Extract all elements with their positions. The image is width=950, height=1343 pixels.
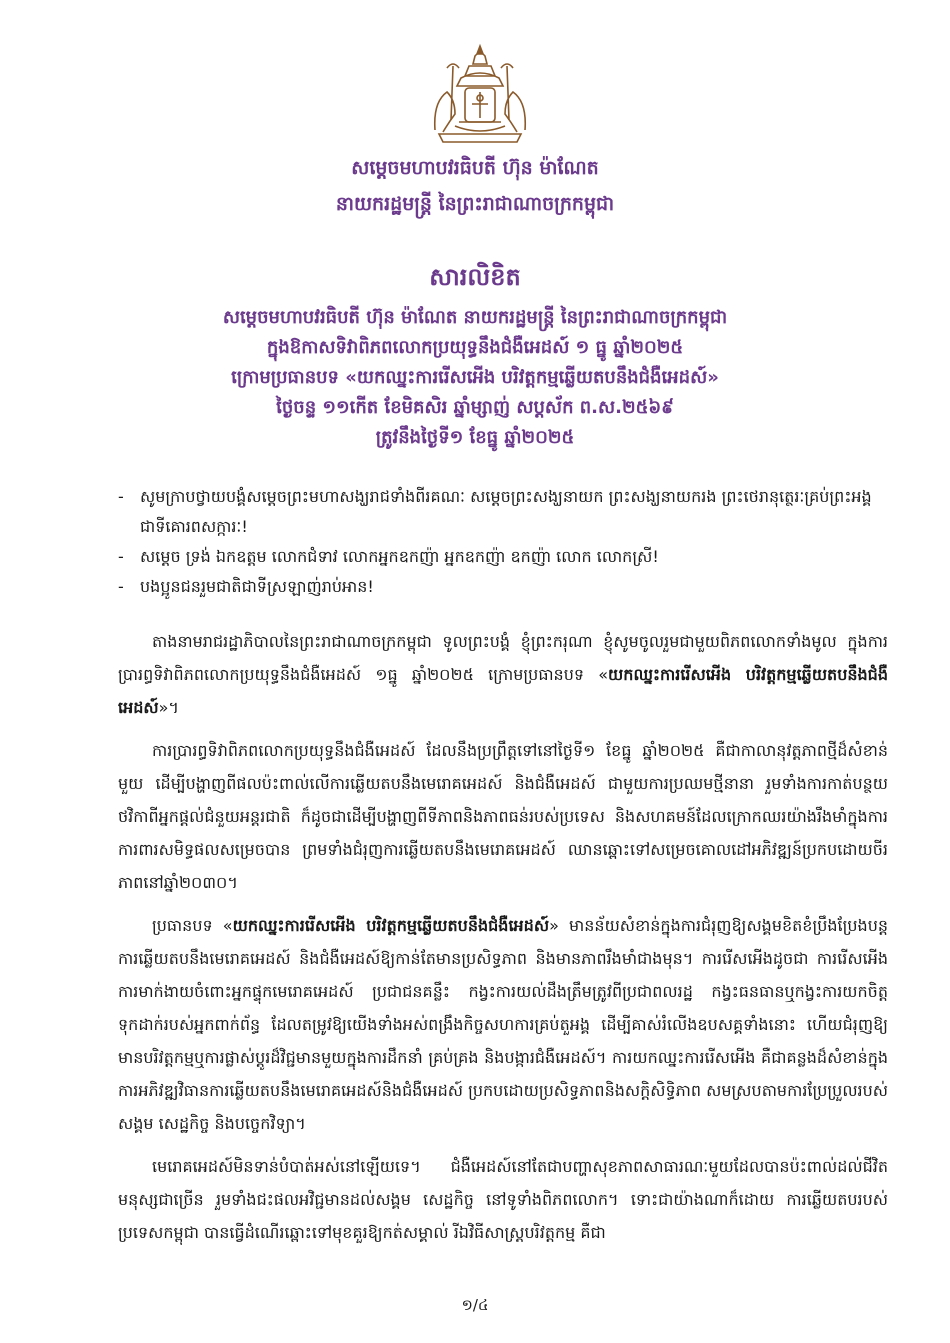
theme-bold: យកឈ្នះការរើសអើង បរិវត្តកម្មឆ្លើយតបនឹងជំងឺអេដស៍ — [232, 916, 550, 935]
title-line-2: ក្នុងឱកាសទិវាពិភពលោកប្រយុទ្ធនឹងជំងឺអេដស៍ ១ ធ្នូ ឆ្នាំ២០២៥ — [266, 337, 684, 358]
theme-bold: យកឈ្នះការរើសអើង បរិវត្តកម្មឆ្លើយតបនឹងជំងឺអេដស៍ — [118, 665, 888, 717]
page-number: ១/៤ — [461, 1296, 489, 1314]
royal-coat-of-arms-emblem — [425, 42, 535, 150]
title-line-3: ក្រោមប្រធានបទ «យកឈ្នះការរើសអើង បរិវត្តកម្មឆ្លើយតបនឹងជំងឺអេដស៍» — [231, 367, 719, 388]
salutation-item: - បងប្អូនជនរួមជាតិជាទីស្រឡាញ់រាប់អាន! — [118, 572, 888, 602]
title-line-5: ត្រូវនឹងថ្ងៃទី១ ខែធ្នូ ឆ្នាំ២០២៥ — [375, 427, 575, 448]
sender-position: នាយករដ្ឋមន្ត្រី នៃព្រះរាជាណាចក្រកម្ពុជា — [335, 193, 615, 215]
paragraph-1: តាងនាមរាជរដ្ឋាភិបាលនៃព្រះរាជាណាចក្រកម្ពុជា ទូលព្រះបង្គំ ខ្ញុំព្រះករុណា ខ្ញុំសូមចូលរួមជាមួយពិភពលោកទាំងមូល ក្នុងការប្រារព្ធទិវាពិភពលោកប្រយុទ្ធនឹងជំងឺអេដស៍ ១ធ្នូ ឆ្នាំ២០២៥ ក្រោមប្រធានបទ «យកឈ្នះការរើសអើង បរិវត្តកម្មឆ្លើយតបនឹងជំងឺអេដស៍»។ — [118, 632, 888, 717]
salutations-list — [118, 482, 888, 602]
dash-bullet: - — [118, 547, 124, 566]
paragraph-2: ការប្រារព្ធទិវាពិភពលោកប្រយុទ្ធនឹងជំងឺអេដស៍ ដែលនឹងប្រព្រឹត្តទៅនៅថ្ងៃទី១ ខែធ្នូ ឆ្នាំ២០២៥ គឺជាកាលានុវត្តភាពថ្មីដ៏សំខាន់មួយ ដើម្បីបង្ហាញពីផលប៉ះពាល់លើការឆ្លើយតបនឹងមេរោគអេដស៍ និងជំងឺអេដស៍ ជាមួយការប្រឈមថ្មីនានា រួមទាំងការកាត់បន្ថយថវិកាពីអ្នកផ្តល់ជំនួយអន្តរជាតិ ក៏ដូចជាដើម្បីបង្ហាញពីទីភាពនិងភាពធន់របស់ប្រទេស និងសហគមន៍ដែលក្រោកឈរយ៉ាងរឹងមាំក្នុងការការពារសមិទ្ធផលសម្រេចបាន ព្រមទាំងជំរុញការឆ្លើយតបនឹងមេរោគអេដស៍ ឈានឆ្ពោះទៅសម្រេចគោលដៅអភិវឌ្ឍន៍ប្រកបដោយចីរភាពនៅឆ្នាំ២០៣០។ — [118, 741, 888, 892]
sender-name: សម្តេចមហាបវរធិបតី ហ៊ុន ម៉ាណែត — [351, 157, 599, 179]
paragraph-4: មេរោគអេដស៍មិនទាន់បំបាត់អស់នៅឡើយទេ។ ជំងឺអេដស៍នៅតែជាបញ្ហាសុខភាពសាធារណៈមួយដែលបានប៉ះពាល់ដល់ជីវិតមនុស្សជាច្រើន រួមទាំងជះផលអវិជ្ជមានដល់សង្គម សេដ្ឋកិច្ច នៅទូទាំងពិភពលោក។ ទោះជាយ៉ាងណាក៏ដោយ ការឆ្លើយតបរបស់ប្រទេសកម្ពុជា បានធ្វើដំណើរឆ្ពោះទៅមុខគួរឱ្យកត់សម្គាល់ រីឯវិធីសាស្រ្តបរិវត្តកម្ម គឺជា — [118, 1157, 888, 1242]
dash-bullet: - — [118, 577, 124, 596]
salutation-item: - សូមក្រាបថ្វាយបង្គំសម្តេចព្រះមហាសង្ឃរាជទាំងពីរគណៈ សម្តេចព្រះសង្ឃនាយក ព្រះសង្ឃនាយករង ព្រះថេរានុត្ថេរៈគ្រប់ព្រះអង្គ ជាទីគោរពសក្ការៈ! — [118, 482, 888, 542]
paragraph-3: ប្រធានបទ «យកឈ្នះការរើសអើង បរិវត្តកម្មឆ្លើយតបនឹងជំងឺអេដស៍» មានន័យសំខាន់ក្នុងការជំរុញឱ្យសង្គមខិតខំប្រឹងប្រែងបន្តការឆ្លើយតបនឹងមេរោគអេដស៍ និងជំងឺអេដស៍ឱ្យកាន់តែមានប្រសិទ្ធភាព និងមានភាពរឹងមាំជាងមុន។ ការរើសអើងដូចជា ការរើសអើង ការមាក់ងាយចំពោះអ្នកផ្ទុកមេរោគអេដស៍ ប្រជាជនគន្លឹះ កង្វះការយល់ដឹងត្រឹមត្រូវពីប្រជាពលរដ្ឋ កង្វះធនធានឬកង្វះការយកចិត្តទុកដាក់របស់អ្នកពាក់ព័ន្ធ ដែលតម្រូវឱ្យយើងទាំងអស់ពង្រឹងកិច្ចសហការគ្រប់តួអង្គ ដើម្បីគាស់រំលើងឧបសគ្គទាំងនោះ ហើយជំរុញឱ្យមានបរិវត្តកម្មឬការផ្លាស់ប្តូរដ៏វិជ្ជមានមួយក្នុងការដឹកនាំ គ្រប់គ្រង និងបង្ការជំងឺអេដស៍។ ការយកឈ្នះការរើសអើង គឺជាគន្លងដ៏សំខាន់ក្នុងការអភិវឌ្ឍវិធានការឆ្លើយតបនឹងមេរោគអេដស៍និងជំងឺអេដស៍ ប្រកបដោយប្រសិទ្ធភាពនិងសក្តិសិទ្ធិភាព សមស្របតាមការប្រែប្រួលរបស់សង្គម សេដ្ឋកិច្ច និងបច្ចេកវិទ្យា។ — [118, 916, 889, 1133]
dash-bullet: - — [118, 487, 124, 506]
title-block — [0, 262, 950, 453]
document-type-heading: សារលិខិត — [429, 263, 521, 291]
title-line-1: សម្តេចមហាបវរធិបតី ហ៊ុន ម៉ាណែត នាយករដ្ឋមន្ត្រី នៃព្រះរាជាណាចក្រកម្ពុជា — [222, 307, 728, 328]
message-body — [118, 625, 888, 1259]
title-line-4: ថ្ងៃចន្ទ ១១កើត ខែមិគសិរ ឆ្នាំម្សាញ់ សប្តស័ក ព.ស.២៥៦៩ — [276, 397, 674, 418]
salutation-item: - សម្តេច ទ្រង់ ឯកឧត្តម លោកជំទាវ លោកអ្នកឧកញ៉ា អ្នកឧកញ៉ា ឧកញ៉ា លោក លោកស្រី! — [118, 542, 888, 572]
